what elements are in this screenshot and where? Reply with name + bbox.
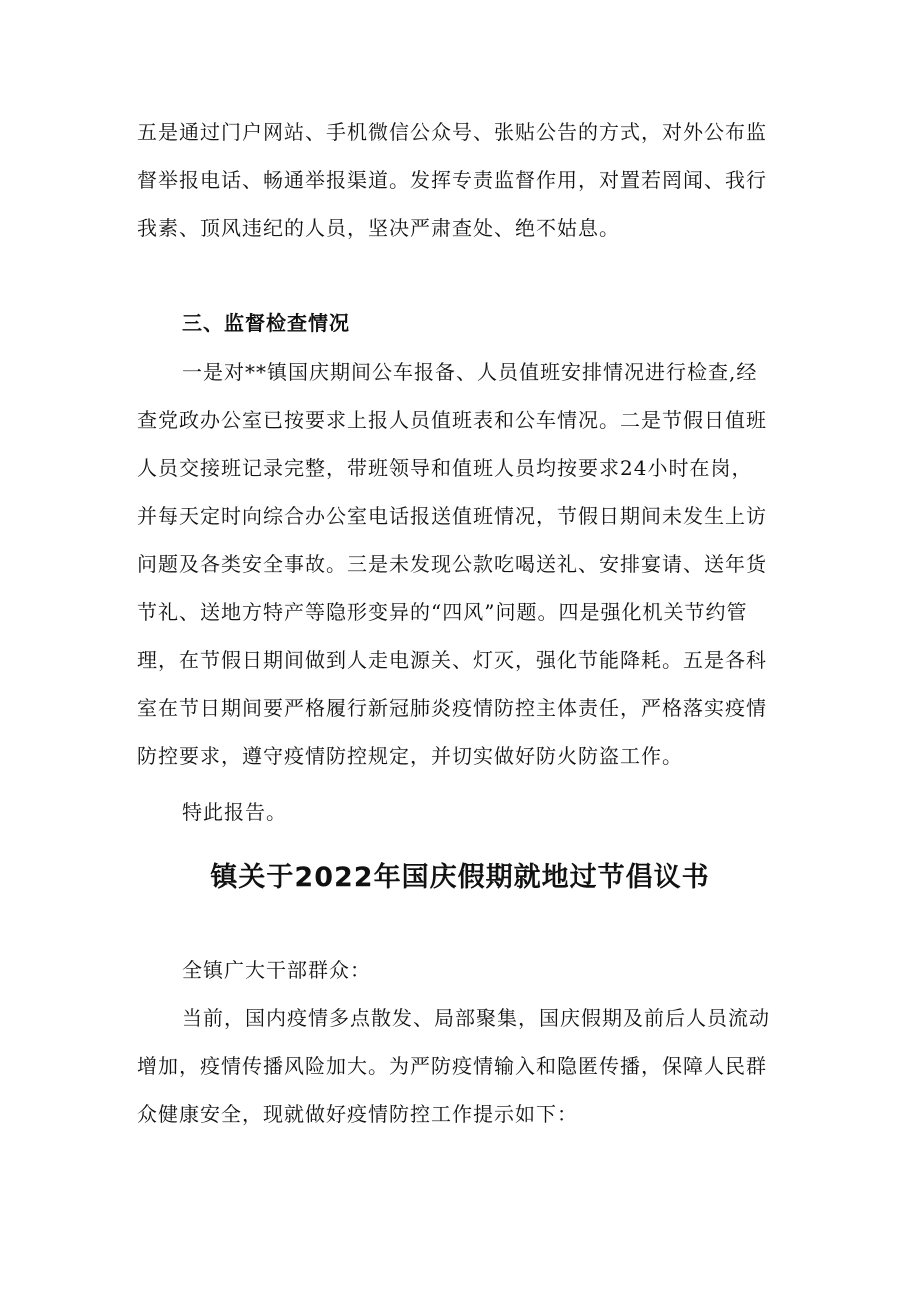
salutation-paragraph	[137, 946, 789, 994]
text-line: 督举报电话、畅通举报渠道。发挥专责监督作用，对置若罔闻、我行	[137, 168, 767, 192]
text-line: 一是对**镇国庆期间公车报备、人员值班安排情况进行检查,经	[182, 360, 758, 384]
text-line: 增加，疫情传播风险加大。为严防疫情输入和隐匿传播，保障人民群	[137, 1054, 767, 1078]
proposal-title: 镇关于2022年国庆假期就地过节倡议书	[210, 862, 710, 893]
text-line: 人员交接班记录完整，带班领导和值班人员均按要求24小时在岗，	[137, 456, 753, 480]
salutation-text: 全镇广大干部群众：	[182, 958, 371, 982]
closing-text: 特此报告。	[182, 800, 287, 824]
text-line: 节礼、送地方特产等隐形变异的“四风”问题。四是强化机关节约管	[137, 600, 748, 624]
text-line: 五是通过门户网站、手机微信公众号、张贴公告的方式，对外公布监	[137, 120, 767, 144]
text-line: 防控要求，遵守疫情防控规定，并切实做好防火防盗工作。	[137, 744, 683, 768]
text-line: 并每天定时向综合办公室电话报送值班情况，节假日期间未发生上访	[137, 504, 767, 528]
text-line: 室在节日期间要严格履行新冠肺炎疫情防控主体责任，严格落实疫情	[137, 696, 767, 720]
section-three-paragraph	[137, 348, 789, 780]
proposal-paragraph	[137, 994, 789, 1138]
closing-paragraph	[137, 788, 789, 836]
section-five-paragraph	[137, 108, 789, 252]
text-line: 问题及各类安全事故。三是未发现公款吃喝送礼、安排宴请、送年货	[137, 552, 767, 576]
text-line: 我素、顶风违纪的人员，坚决严肃查处、绝不姑息。	[137, 216, 620, 240]
text-line: 众健康安全，现就做好疫情防控工作提示如下：	[137, 1102, 578, 1126]
text-line: 当前，国内疫情多点散发、局部聚集，国庆假期及前后人员流动	[182, 1006, 770, 1030]
section-three-heading: 三、监督检查情况	[182, 311, 350, 335]
text-line: 理，在节假日期间做到人走电源关、灯灭，强化节能降耗。五是各科	[137, 648, 767, 672]
text-line: 查党政办公室已按要求上报人员值班表和公车情况。二是节假日值班	[137, 408, 767, 432]
